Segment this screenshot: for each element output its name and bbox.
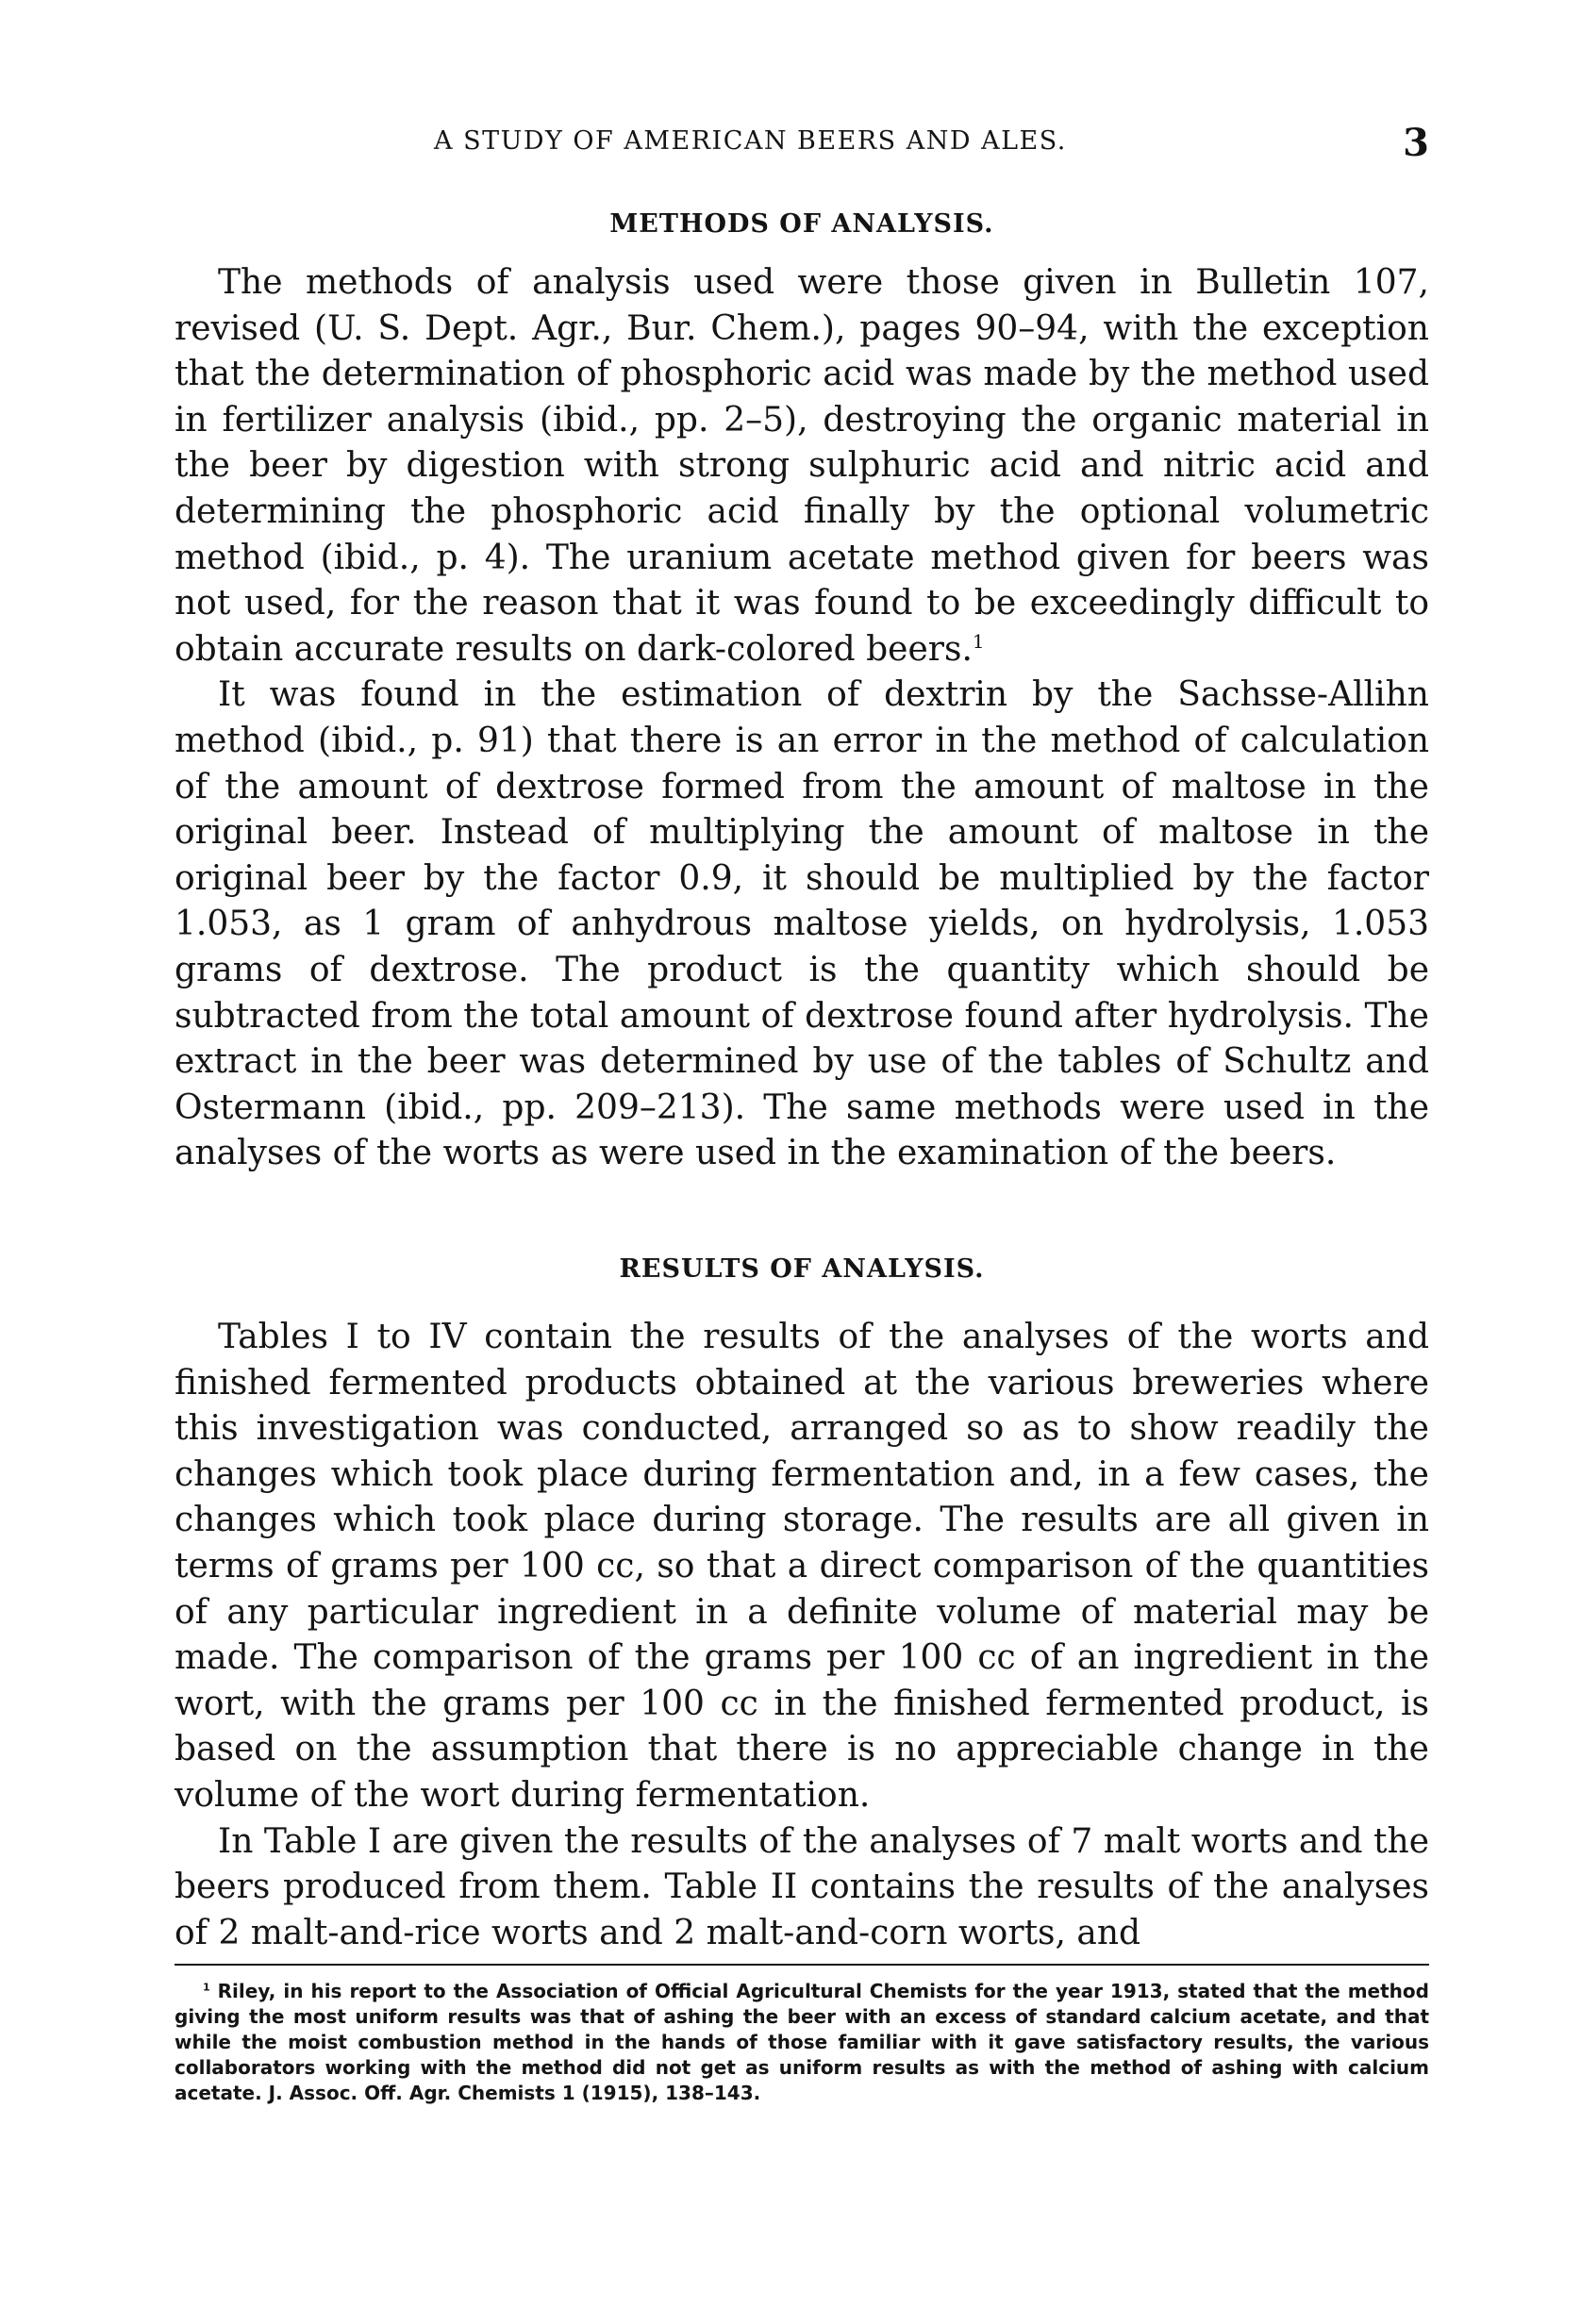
results-section	[175, 1315, 1429, 1956]
running-head	[175, 121, 1429, 177]
methods-paragraph-2: It was found in the estimation of dextrin by the Sachsse-Allihn method (ibid., p. 91) that there is an error in the method of calculation of the amount of dextrose formed from the amount of maltose in the original beer. Instead of multiplying the amount of maltose in the original beer by the factor 0.9, it should be multiplied by the factor 1.053, as 1 gram of anhydrous maltose yields, on hydrolysis, 1.053 grams of dextrose. The product is the quantity which should be subtracted from the total amount of dextrose found after hydrolysis. The extract in the beer was determined by use of the tables of Schultz and Ostermann (ibid., pp. 209–213). The same methods were used in the analyses of the worts as were used in the examination of the beers.	[175, 675, 1429, 1173]
running-title: A STUDY OF AMERICAN BEERS AND ALES.	[434, 126, 1067, 156]
results-heading: RESULTS OF ANALYSIS.	[619, 1254, 985, 1284]
results-paragraph-2: In Table I are given the results of the analyses of 7 malt worts and the beers produced from them. Table II contains the results of the analyses of 2 malt-and-rice worts and 2 malt-and-corn worts, and	[175, 1821, 1429, 1952]
results-paragraph-1: Tables I to IV contain the results of the analyses of the worts and finished fermented products obtained at the various breweries where this investigation was conducted, arranged so as to show readily the changes which took place during fermentation and, in a few cases, the changes which took place during storage. The results are all given in terms of grams per 100 cc, so that a direct comparison of the quantities of any particular ingredient in a definite volume of material may be made. The comparison of the grams per 100 cc of an ingredient in the wort, with the grams per 100 cc in the finished fermented product, is based on the assumption that there is no appreciable change in the volume of the wort during fermentation.	[175, 1318, 1429, 1815]
methods-paragraph-1-text: The methods of analysis used were those given in Bulletin 107, revised (U. S. Dept. Agr., Bur. Chem.), pages 90–94, with the exception that the determination of phosphoric acid was made by the method used in fertilizer analysis (ibid., pp. 2–5), destroying the organic material in the beer by digestion with strong sulphuric acid and nitric acid and determining the phosphoric acid finally by the optional volumetric method (ibid., p. 4). The uranium acetate method given for beers was not used, for the reason that it was found to be exceedingly difficult to obtain accurate results on dark-colored beers.	[175, 263, 1429, 669]
methods-section	[175, 260, 1429, 1177]
footnote-reference: 1	[972, 630, 985, 653]
footnote-divider	[175, 1964, 1429, 1966]
footnote	[175, 1979, 1429, 2106]
methods-paragraph-1	[175, 260, 1429, 672]
footnote-text: Riley, in his report to the Association of Official Agricultural Chemists for the year 1913, stated that the method giving the most uniform results was that of ashing the beer with an excess of standard calcium acetate, and that while the moist combustion method in the hands of those familiar with it gave satisfactory results, the various collaborators working with the method did not get as uniform results as with the method of ashing with calcium acetate. J. Assoc. Off. Agr. Chemists 1 (1915), 138–143.	[175, 1980, 1429, 2104]
footnote-marker: 1	[203, 1981, 210, 1994]
page-number: 3	[1403, 121, 1429, 165]
methods-heading: METHODS OF ANALYSIS.	[609, 209, 994, 239]
